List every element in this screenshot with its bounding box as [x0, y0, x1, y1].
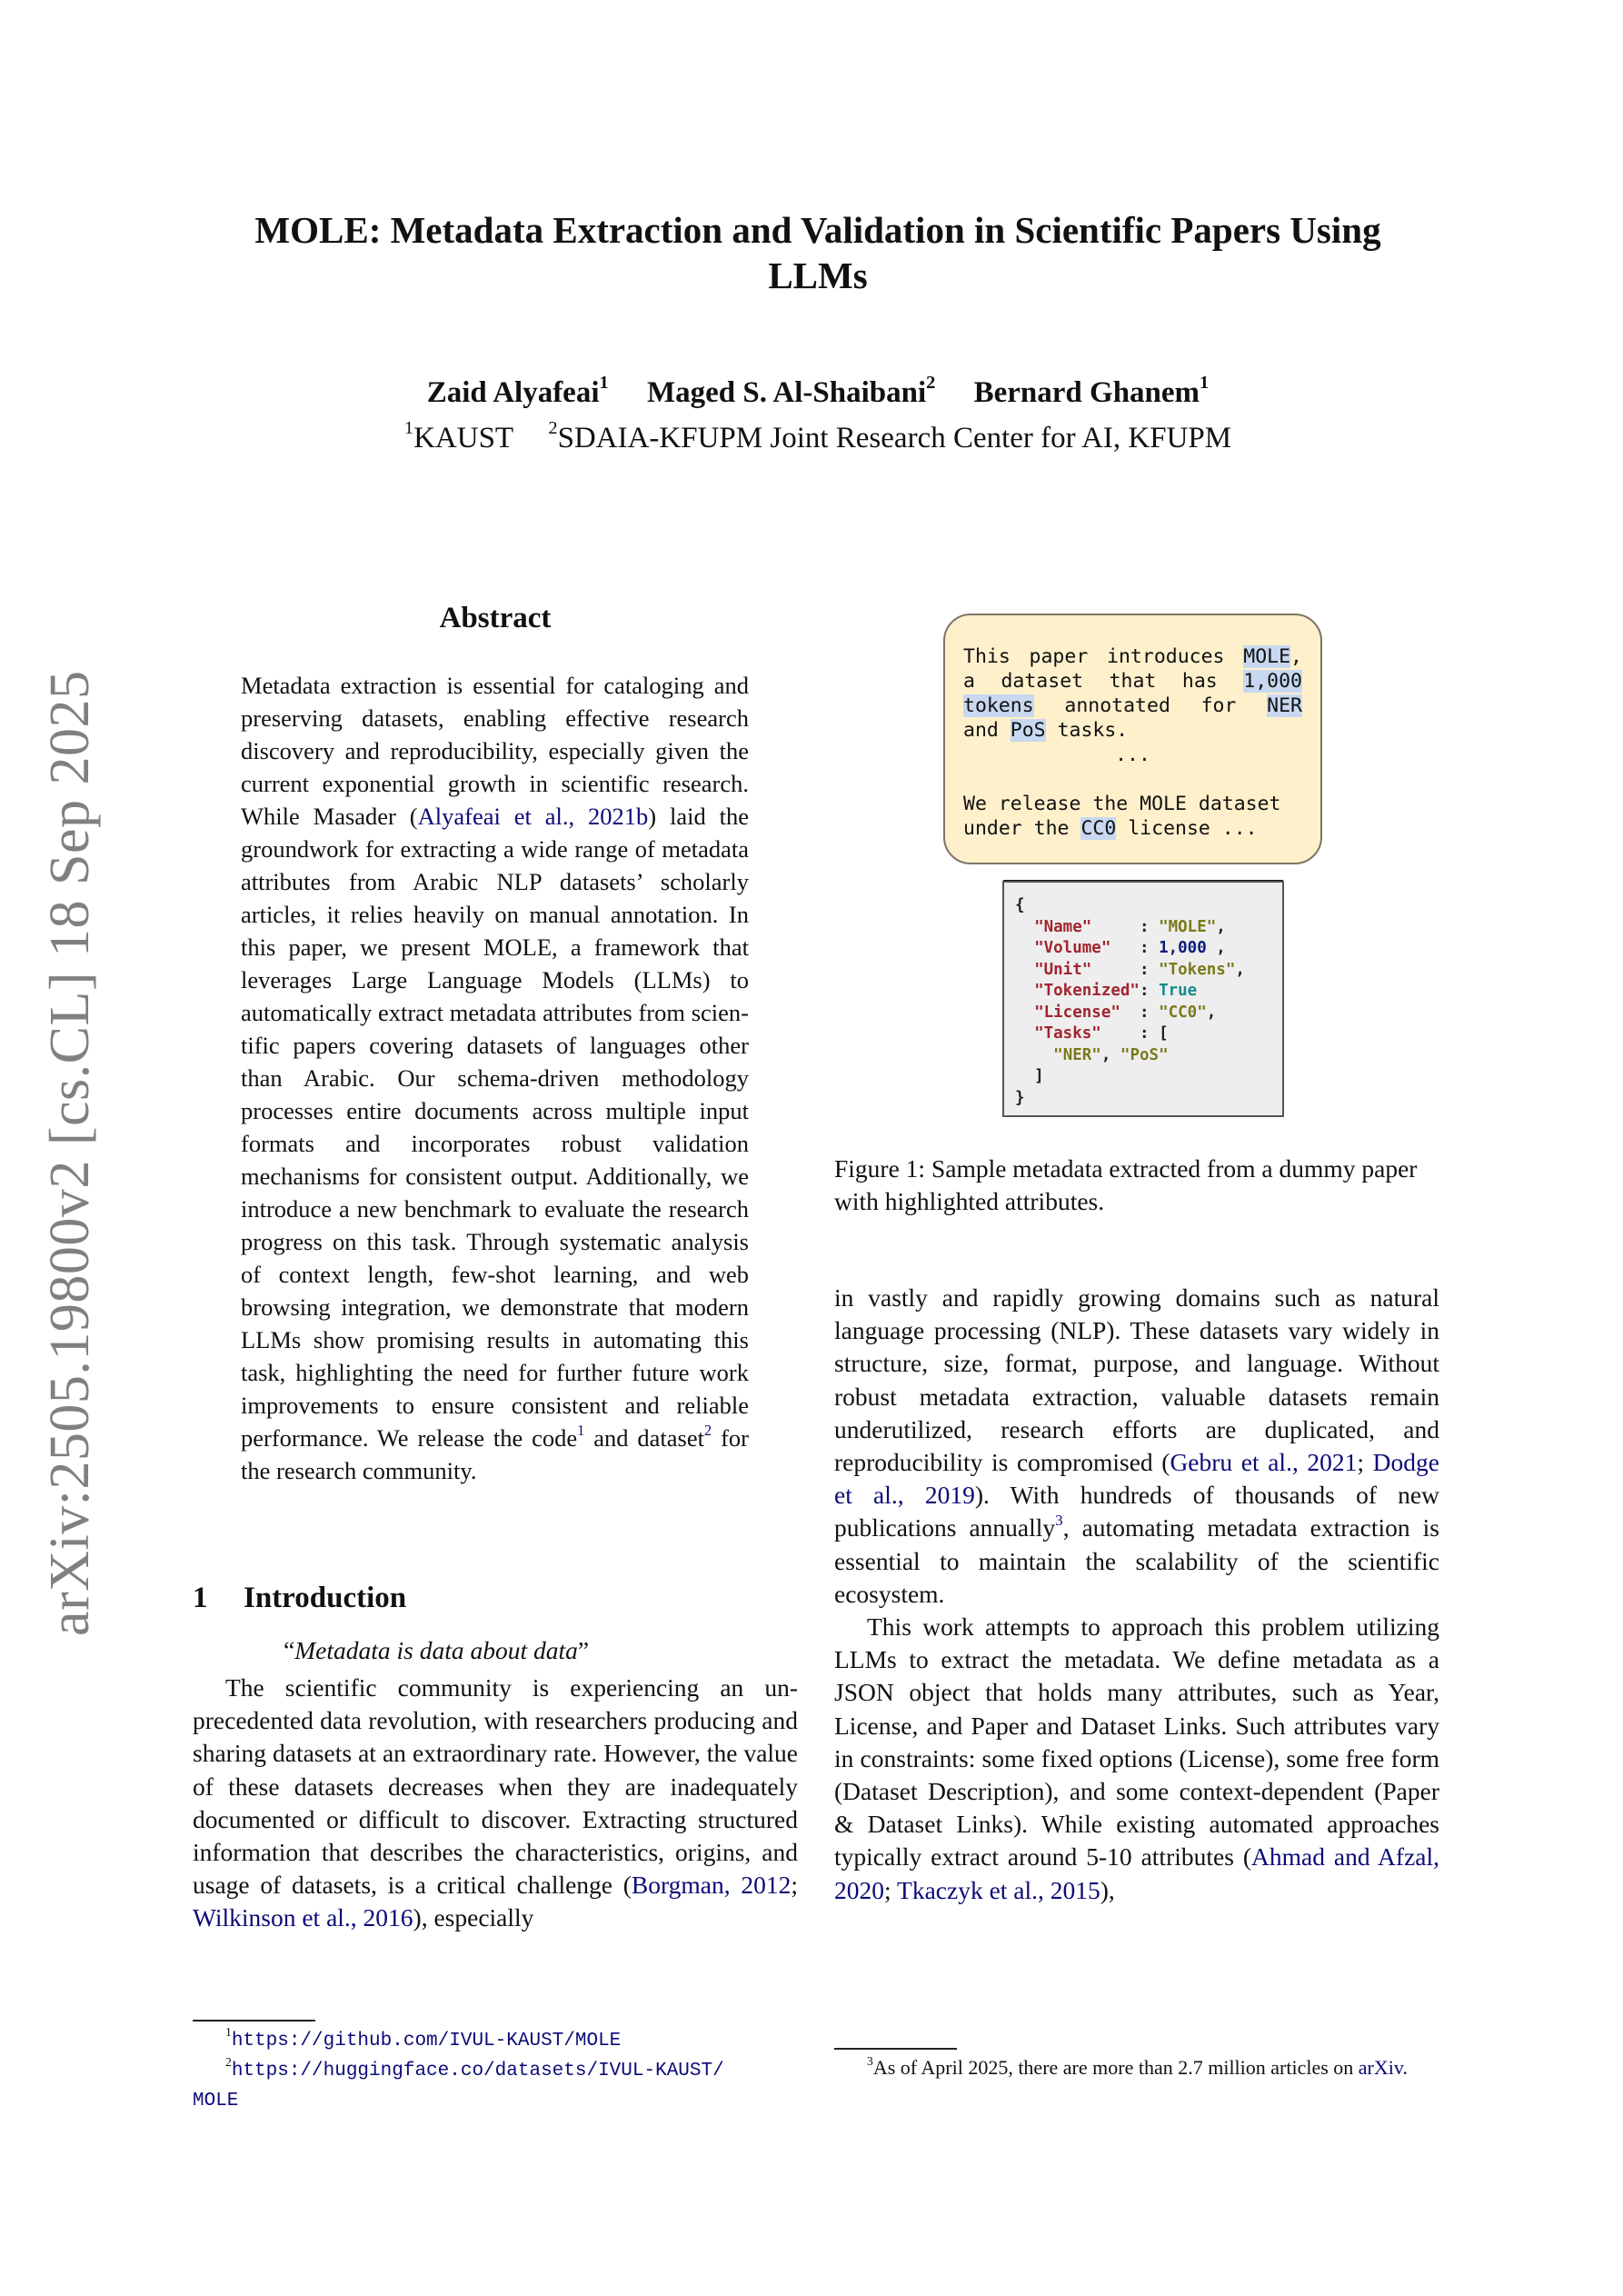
json-brace: } — [1015, 1088, 1025, 1107]
paper-text-line: a dataset that has 1,000 — [963, 670, 1302, 693]
json-entry: "Name" : "MOLE", — [1034, 917, 1226, 936]
right-column-body — [834, 1282, 1439, 1907]
author-name: Maged S. Al-Shaibani — [646, 376, 927, 409]
json-value: "Tokens" — [1159, 960, 1236, 979]
intro-paragraph: The scientific community is experiencing an unprecedented data revolution, with researchers producing and sharing datasets at an extraordinary rate. However, the value of these datasets decreases when they are inadequately documented or difficult to discover. Extracting structured information that describes the characteristics, origins, and usage of datasets, is a critical challenge (Borgman, 2012; Wilkinson et al., 2016), especially — [193, 1673, 798, 1932]
citation-link[interactable]: Tkaczyk et al., 2015 — [897, 1875, 1100, 1904]
footnote-url[interactable]: https://huggingface.co/datasets/IVUL-KAUST/ — [231, 2061, 724, 2081]
json-entry: "Volume" : 1,000 , — [1034, 939, 1226, 957]
affiliation — [548, 417, 1232, 454]
highlighted-attribute: PoS — [1010, 719, 1046, 742]
figure-json-box: { "Name" : "MOLE", "Volume" : 1,000 , "Unit" : "Tokens", "Tokenized": True "License" : "CC0", "Tasks" : [ "NER", "PoS" ] } — [1002, 881, 1284, 1117]
abstract-text: and dataset — [584, 1424, 704, 1452]
body-paragraph: This work attempts to approach this problem utilizing LLMs to extract the metadata. We define metadata as a JSON object that holds many attributes, such as Year, License, and Paper and Dataset Links. Such attributes vary in constraints: some fixed options (License), some free form (Dataset Description), and some context-dependent (Paper & Dataset Links). While existing automated approaches typically extract around 5-10 attributes (Ahmad and Afzal, 2020; Tkaczyk et al., 2015), — [834, 1612, 1439, 1904]
intro-text: The scientific community is experiencing an unprecedented data revolution, with researchers producing and sharing datasets at an extraordinary rate. However, the value of these datasets decreases when they are inadequately documented or difficult to discover. Extracting structured information that describes the characteristics, origins, and usage of datasets, is a critical challenge ( — [193, 1673, 798, 1900]
json-key: "Unit" — [1034, 960, 1092, 979]
abstract-text: Metadata extraction is essential for cataloging and preserving datasets, enabling effective research discovery and reproducibility, especially given the current exponential growth in scientific research. While Masader ( — [241, 672, 749, 830]
footnote-ref-2[interactable]: 2 — [703, 1421, 712, 1439]
section-heading-introduction — [193, 1582, 406, 1615]
paper-text-line: tokens annotated for NER — [963, 694, 1302, 717]
affiliation-number: 1 — [403, 417, 414, 438]
json-entries — [1015, 918, 1245, 1043]
footnote-text: As of April 2025, there are more than 2.7 million articles on — [872, 2056, 1359, 2079]
author — [646, 372, 936, 409]
json-brace: { — [1015, 896, 1025, 914]
intro-text: ), especially — [413, 1903, 534, 1932]
footnote-ref-1[interactable]: 1 — [577, 1421, 585, 1439]
highlighted-attribute: MOLE — [1243, 645, 1291, 668]
footnote-url[interactable]: https://github.com/IVUL-KAUST/MOLE — [231, 2031, 622, 2051]
affiliation-marker: 1 — [599, 372, 609, 393]
affiliation-list — [182, 418, 1454, 458]
author — [973, 372, 1210, 409]
citation-link[interactable]: Gebru et al., 2021 — [1170, 1448, 1358, 1477]
title-line-2: LLMs — [768, 255, 868, 296]
abstract-heading: Abstract — [439, 602, 552, 634]
footnote-url[interactable]: MOLE — [193, 2091, 239, 2111]
affiliation-marker: 1 — [1200, 372, 1210, 393]
epigraph-quote: “Metadata is data about data” — [284, 1636, 590, 1664]
json-key: "Tasks" — [1034, 1024, 1101, 1043]
json-task-value: "NER" — [1053, 1045, 1101, 1064]
json-key: "Tokenized" — [1034, 982, 1140, 1000]
arxiv-identifier-stamp: arXiv:2505.19800v2 [cs.CL] 18 Sep 2025 — [39, 670, 101, 1636]
affiliation-number: 2 — [548, 417, 558, 438]
affiliation-name: SDAIA-KFUPM Joint Research Center for AI, KFUPM — [557, 422, 1232, 454]
json-key: "Volume" — [1034, 939, 1111, 957]
json-bracket: ] — [1034, 1067, 1044, 1085]
author-name: Zaid Alyafeai — [426, 376, 600, 409]
footnote-rule — [193, 2020, 315, 2021]
figure-paper-text-box — [943, 614, 1322, 864]
json-value: 1,000 — [1159, 939, 1207, 957]
json-value: "CC0" — [1159, 1003, 1207, 1022]
abstract-text: ) laid the groundwork for extracting a wide range of metadata attributes from Arabic NLP datasets’ scholarly articles, it relies heavily on manual annotation. In this paper, we present MOLE, a framework that leverages Large Language Models (LLMs) to automatically extract metadata attributes from scientific papers covering datasets of languages other than Arabic. Our schema-driven methodology processes entire documents across multiple input formats and incorporates robust validation mechanisms for consistent output. Additionally, we introduce a new benchmark to evaluate the research progress on this task. Through systematic analysis of context length, few-shot learning, and web browsing integration, we demonstrate that modern LLMs show promising results in automating this task, highlighting the need for further future work improvements to ensure consistent and reliable performance. We release the code — [241, 803, 750, 1452]
paper-text-line: This paper introduces MOLE, — [963, 645, 1302, 668]
json-task-value: "PoS" — [1120, 1045, 1169, 1064]
json-value: "MOLE" — [1159, 917, 1217, 936]
paper-text-blank — [963, 767, 1302, 792]
footnotes-left — [193, 2025, 811, 2115]
arxiv-link[interactable]: arXiv — [1358, 2056, 1403, 2079]
paper-text-ellipsis: ... — [1115, 744, 1150, 766]
highlighted-attribute: 1,000 — [1243, 670, 1302, 693]
footnote-3: $^3$As of April 2025, there are more than 2.7 million articles on arXiv. — [867, 2053, 1408, 2079]
abstract-paragraph — [241, 669, 749, 1487]
citation-link[interactable]: Ahmad and Afzal, 2020 — [834, 1842, 1439, 1904]
json-entry: "Tasks" : [ — [1034, 1024, 1169, 1043]
footnote-ref-3[interactable]: 3 — [1055, 1511, 1063, 1529]
highlighted-attribute: NER — [1267, 694, 1302, 717]
json-value: [ — [1159, 1024, 1169, 1043]
json-entry: "Tokenized": True — [1034, 982, 1198, 1000]
json-entry: "Unit" : "Tokens", — [1034, 960, 1245, 979]
footnote-2 — [193, 2055, 811, 2085]
footnote-number: 3 — [867, 2053, 873, 2068]
footnote-2-cont — [193, 2085, 811, 2115]
figure-caption: Figure 1: Sample metadata extracted from a dummy paper with highlighted attributes. — [834, 1154, 1418, 1215]
footnote-rule — [834, 2048, 957, 2050]
abstract-text: for the research community. — [241, 1424, 749, 1484]
section-title: Introduction — [244, 1582, 407, 1614]
json-entry: "License" : "CC0", — [1034, 1003, 1217, 1022]
author — [426, 372, 609, 409]
paper-text-line: and PoS tasks. — [963, 719, 1129, 742]
affiliation-marker: 2 — [926, 372, 936, 393]
citation-link[interactable]: Dodge et al., 2019 — [834, 1448, 1439, 1510]
json-value: True — [1159, 982, 1198, 1000]
citation-link[interactable]: Borgman, 2012 — [631, 1871, 792, 1900]
paper-title — [182, 207, 1454, 298]
affiliation — [403, 417, 514, 454]
affiliation-name: KAUST — [413, 422, 514, 454]
paper-text-line: under the CC0 license ... — [963, 817, 1258, 840]
paper-text-line: We release the MOLE dataset — [963, 793, 1281, 815]
title-line-1: MOLE: Metadata Extraction and Validation in Scientific Papers Using — [254, 209, 1381, 251]
body-paragraph: in vastly and rapidly growing domains such as natural language processing (NLP). These datasets vary widely in structure, size, format, purpose, and language. Without robust metadata extraction, valuable datasets remain underutilized, research efforts are duplicated, and reproducibility is compromised (Gebru et al., 2021; Dodge et al., 2019). With hundreds of thousands of new publications annually$^3$, automating metadata extraction is essential to maintain the scalability of the scientific ecosystem. — [834, 1283, 1439, 1608]
highlighted-attribute: tokens — [963, 694, 1034, 717]
abstract-body — [241, 669, 749, 1487]
json-key: "License" — [1034, 1003, 1120, 1022]
footnote-number: 2 — [225, 2054, 232, 2069]
quote-text: Metadata is data about data — [294, 1636, 578, 1664]
author-name: Bernard Ghanem — [973, 376, 1200, 409]
section-number: 1 — [193, 1582, 208, 1614]
footnote-1 — [193, 2025, 811, 2055]
json-key: "Name" — [1034, 917, 1092, 936]
footnote-number: 1 — [225, 2024, 232, 2039]
author-list — [182, 373, 1454, 413]
citation-link[interactable]: Alyafeai et al., 2021b — [417, 803, 649, 830]
citation-link[interactable]: Wilkinson et al., 2016 — [193, 1903, 413, 1932]
introduction-body — [193, 1672, 798, 1935]
highlighted-attribute: CC0 — [1080, 817, 1117, 840]
